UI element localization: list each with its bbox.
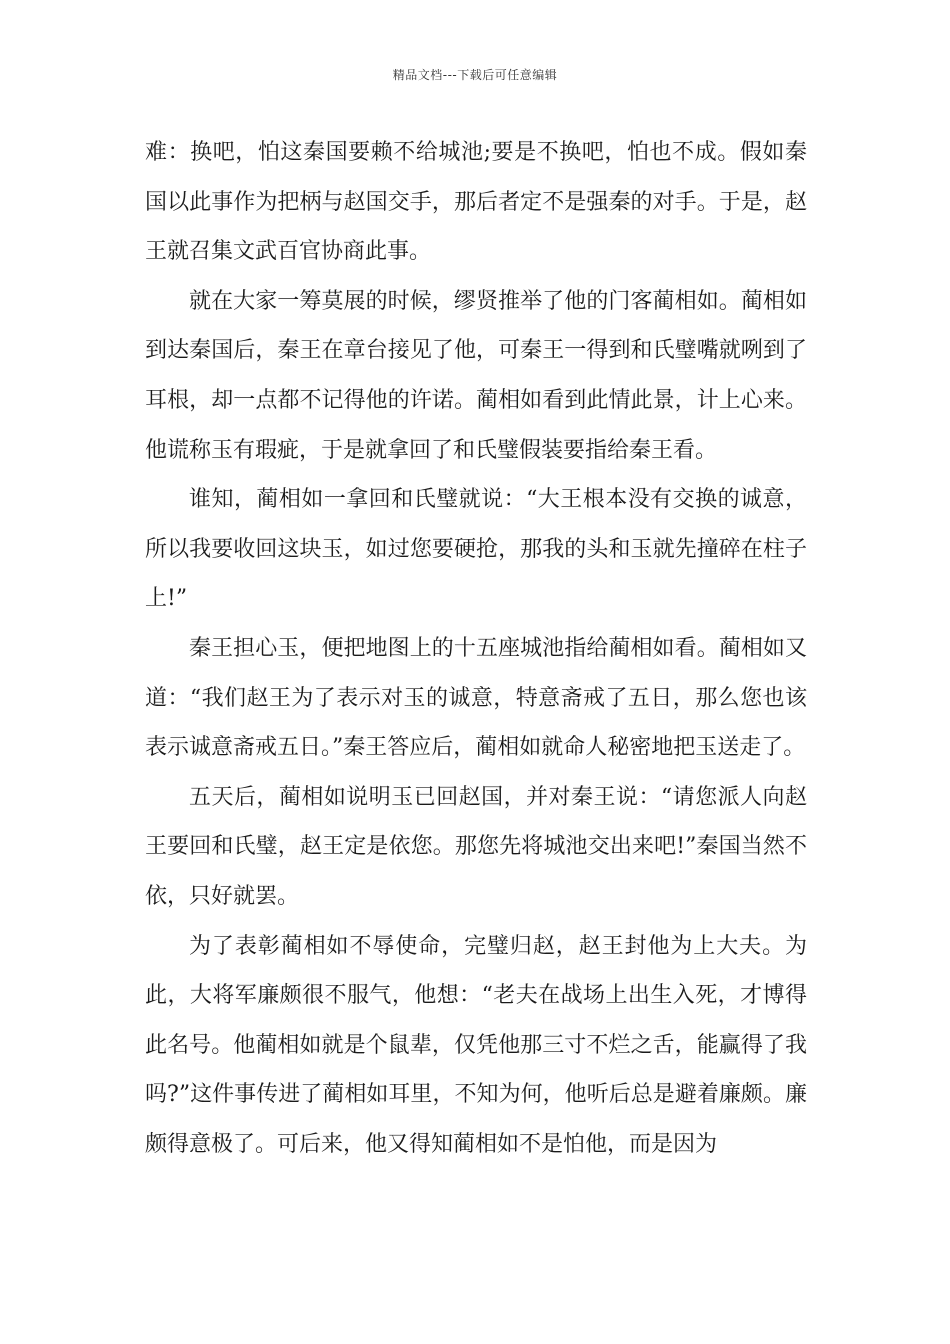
paragraph-3: 谁知，蔺相如一拿回和氏璧就说：“大王根本没有交换的诚意，所以我要收回这块玉，如过您要硬抢，那我的头和玉就先撞碎在柱子上!” xyxy=(145,487,807,612)
paragraph-4: 秦王担心玉，便把地图上的十五座城池指给蔺相如看。蔺相如又道：“我们赵王为了表示对玉的诚意，特意斋戒了五日，那么您也该表示诚意斋戒五日。”秦王答应后，蔺相如就命人秘密地把玉送走了。 xyxy=(145,635,807,761)
paragraph-1: 难：换吧，怕这秦国要赖不给城池;要是不换吧，怕也不成。假如秦国以此事作为把柄与赵国交手，那后者定不是强秦的对手。于是，赵王就召集文武百官协商此事。 xyxy=(145,140,807,265)
paragraph-2: 就在大家一筹莫展的时候，缪贤推举了他的门客蔺相如。蔺相如到达秦国后，秦王在章台接见了他，可秦王一得到和氏璧嘴就咧到了耳根，却一点都不记得他的许诺。蔺相如看到此情此景，计上心来。他谎称玉有瑕疵，于是就拿回了和氏璧假装要指给秦王看。 xyxy=(145,288,807,463)
paragraph-6: 为了表彰蔺相如不辱使命，完璧归赵，赵王封他为上大夫。为此，大将军廉颇很不服气，他想：“老夫在战场上出生入死，才博得此名号。他蔺相如就是个鼠辈，仅凭他那三寸不烂之舌，能赢得了我吗?”这件事传进了蔺相如耳里，不知为何，他听后总是避着廉颇。廉颇得意极了。可后来，他又得知蔺相如不是怕他，而是因为 xyxy=(145,933,807,1157)
paragraph-5: 五天后，蔺相如说明玉已回赵国，并对秦王说：“请您派人向赵王要回和氏璧，赵王定是依您。那您先将城池交出来吧!”秦国当然不依，只好就罢。 xyxy=(145,784,807,909)
document-body xyxy=(145,128,807,1169)
page-header: 精品文档---下载后可任意编辑 xyxy=(392,68,558,82)
